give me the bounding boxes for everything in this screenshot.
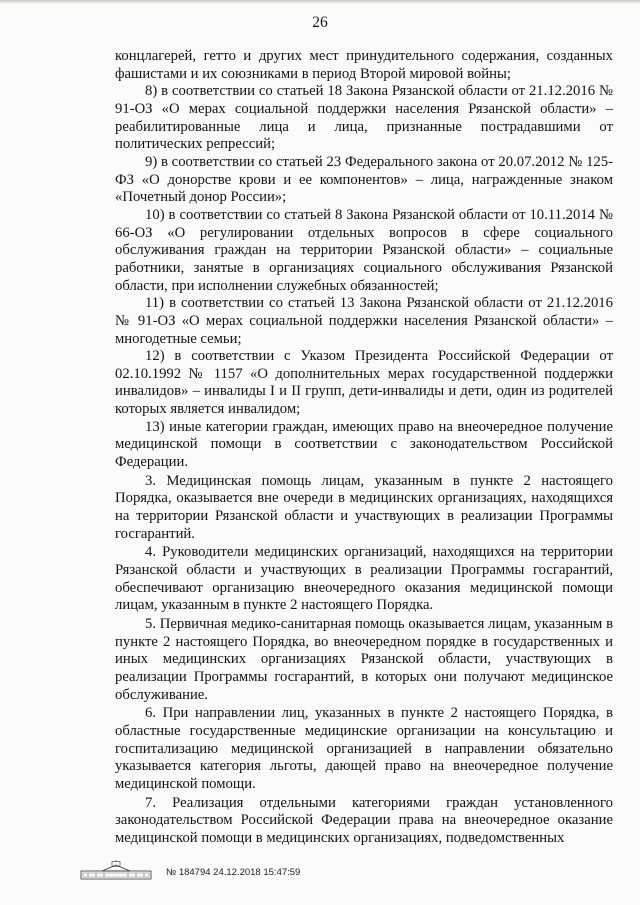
paragraph-point-6: 6. При направлении лиц, указанных в пункте 2 настоящего Порядка, в областные государственные медицинские организации на консультацию и госпитализацию медицинской организацией в направлении обязательно указывается категория льготы, дающей право на внеочередное получение медицинской помощи. [115, 705, 613, 792]
page-number: 26 [312, 14, 328, 31]
paragraph-intro-continuation: концлагерей, гетто и других мест принудительного содержания, созданных фашистами и их союзниками в период Второй мировой войны; [115, 48, 613, 82]
document-registration-stamp: № 184794 24.12.2018 15:47:59 [166, 867, 301, 878]
paragraph-item-9: 9) в соответствии со статьей 23 Федерального закона от 20.07.2012 № 125-ФЗ «О донорстве крови и ее компонентов» – лица, награжденные знаком «Почетный донор России»; [115, 153, 613, 206]
paragraph-point-5: 5. Первичная медико-санитарная помощь оказывается лицам, указанным в пункте 2 настоящего Порядка, во внеочередном порядке в государственных и иных медицинских организациях Рязанской области, участвующих в реализации Программы госгарантий, в которых они получают медицинское обслуживание. [115, 616, 613, 703]
paragraph-item-13: 13) иные категории граждан, имеющих право на внеочередное получение медицинской помощи в соответствии с законодательством Российской Федерации. [115, 418, 613, 471]
paragraph-item-10: 10) в соответствии со статьей 8 Закона Рязанской области от 10.11.2014 № 66-ОЗ «О регулировании отдельных вопросов в сфере социального обслуживания граждан на территории Рязанской области» – социальные работники, занятые в организациях социального обслуживания Рязанской области, при исполнении служебных обязанностей; [115, 206, 613, 294]
paragraph-item-11: 11) в соответствии со статьей 13 Закона Рязанской области от 21.12.2016 № 91-ОЗ «О мерах социальной поддержки населения Рязанской области» – многодетные семьи; [115, 295, 613, 347]
document-body [115, 48, 613, 848]
footer [80, 858, 300, 880]
paragraph-point-7: 7. Реализация отдельными категориями граждан установленного законодательством Российской Федерации права на внеочередное оказание медицинской помощи в медицинских организациях, подведомственных [115, 794, 613, 846]
paragraph-item-8: 8) в соответствии со статьей 18 Закона Рязанской области от 21.12.2016 № 91-ОЗ «О мерах социальной поддержки населения Рязанской области» – реабилитированные лица и лица, признанные пострадавшими от политических репрессий; [115, 83, 613, 153]
paragraph-item-12: 12) в соответствии с Указом Президента Российской Федерации от 02.10.1992 № 1157 «О дополнительных мерах государственной поддержки инвалидов» – инвалиды I и II групп, дети-инвалиды и дети, один из родителей которых является инвалидом; [115, 348, 613, 418]
paragraph-point-3: 3. Медицинская помощь лицам, указанным в пункте 2 настоящего Порядка, оказывается вне очереди в медицинских организациях, находящихся на территории Рязанской области и участвующих в реализации Программы госгарантий. [115, 472, 613, 542]
scan-edge [0, 0, 640, 4]
government-seal-logo-icon [80, 860, 152, 880]
paragraph-point-4: 4. Руководители медицинских организаций, находящихся на территории Рязанской области и участвующих в реализации Программы госгарантий, обеспечивают организацию внеочередного оказания медицинской помощи лицам, указанным в пункте 2 настоящего Порядка. [115, 544, 613, 614]
